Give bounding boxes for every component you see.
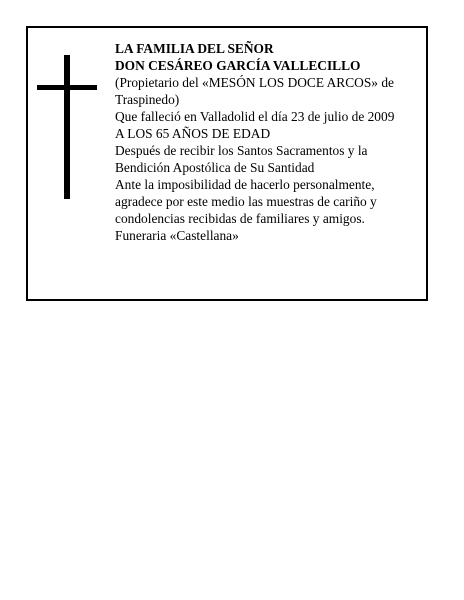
deceased-name: DON CESÁREO GARCÍA VALLECILLO — [115, 58, 361, 73]
sacraments-line-1: Después de recibir los Santos Sacramentos y la — [115, 143, 368, 158]
age-line: A LOS 65 AÑOS DE EDAD — [115, 126, 271, 141]
thanks-line-2: agradece por este medio las muestras de cariño y — [115, 194, 377, 209]
sacraments-line-2: Bendición Apostólica de Su Santidad — [115, 160, 315, 175]
obituary-text — [115, 40, 419, 244]
latin-cross-icon — [37, 55, 97, 199]
family-heading: LA FAMILIA DEL SEÑOR — [115, 41, 274, 56]
owner-line-1: (Propietario del «MESÓN LOS DOCE ARCOS» de — [115, 75, 394, 90]
thanks-line-3: condolencias recibidas de familiares y amigos. — [115, 211, 365, 226]
cross-horizontal-bar — [37, 85, 97, 90]
owner-line-2: Traspinedo) — [115, 92, 180, 107]
thanks-line-1: Ante la imposibilidad de hacerlo personalmente, — [115, 177, 375, 192]
obituary-notice — [26, 26, 428, 301]
death-line: Que falleció en Valladolid el día 23 de julio de 2009 — [115, 109, 395, 124]
funeral-home: Funeraria «Castellana» — [115, 228, 239, 243]
cross-vertical-bar — [64, 55, 70, 199]
